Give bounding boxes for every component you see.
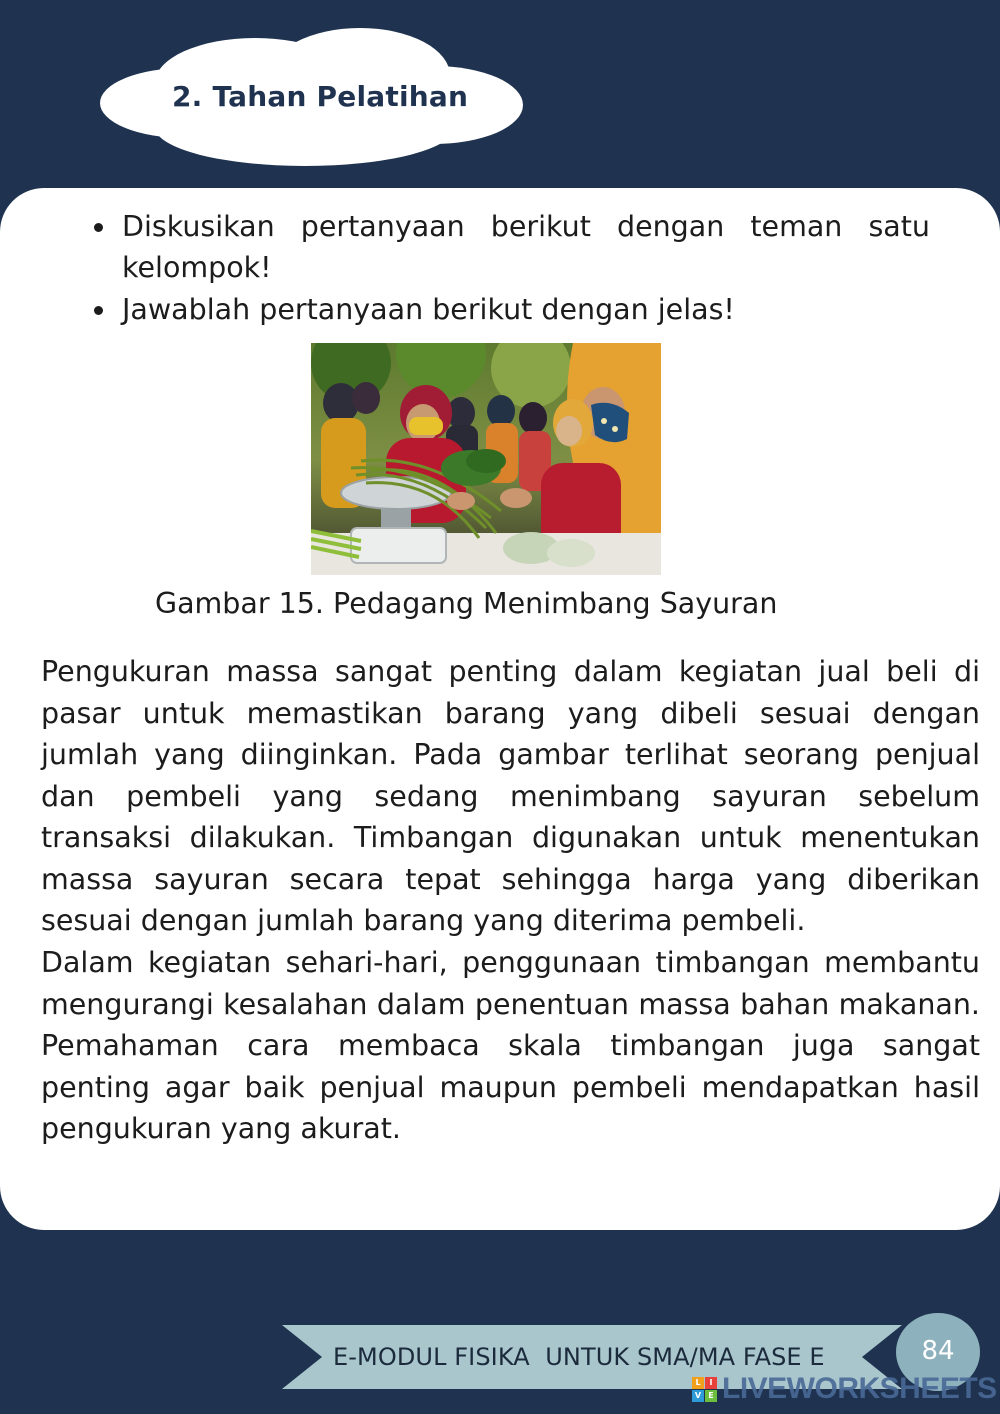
page-number: 84 [921, 1336, 955, 1366]
bullet-icon [94, 223, 103, 232]
instruction-item [88, 206, 930, 288]
instruction-item [88, 289, 930, 330]
liveworksheets-logo-icon [692, 1377, 717, 1402]
bullet-icon [94, 306, 103, 315]
body-paragraph-2: Dalam kegiatan sehari-hari, penggunaan timbangan membantu mengurangi kesalahan dalam penentuan massa bahan makanan. Pemahaman cara membaca skala timbangan juga sangat penting agar baik penjual maupun pembeli mendapatkan hasil pengukuran yang akurat. [41, 946, 980, 1145]
market-photo [311, 343, 661, 575]
logo-letter: E [705, 1390, 717, 1402]
logo-letter: V [692, 1390, 704, 1402]
watermark-text: LIVEWORKSHEETS [722, 1372, 997, 1405]
figure-caption: Gambar 15. Pedagang Menimbang Sayuran [155, 587, 778, 620]
liveworksheets-watermark [692, 1372, 997, 1406]
body-paragraph-1: Pengukuran massa sangat penting dalam kegiatan jual beli di pasar untuk memastikan barang yang dibeli sesuai dengan jumlah yang diinginkan. Pada gambar terlihat seorang penjual dan pembeli yang sedang menimbang sayuran sebelum transaksi dilakukan. Timbangan digunakan untuk menentukan massa sayuran secara tepat sehingga harga yang diberikan sesuai dengan jumlah barang yang diterima pembeli. [41, 655, 980, 937]
instruction-text: Jawablah pertanyaan berikut dengan jelas! [122, 293, 735, 326]
section-title: 2. Tahan Pelatihan [172, 80, 469, 113]
instruction-list [88, 206, 930, 331]
instruction-text: Diskusikan pertanyaan berikut dengan teman satu kelompok! [122, 210, 930, 284]
logo-letter: L [692, 1377, 704, 1389]
module-label: E-MODUL FISIKA UNTUK SMA/MA FASE E [333, 1343, 825, 1371]
logo-letter: I [705, 1377, 717, 1389]
